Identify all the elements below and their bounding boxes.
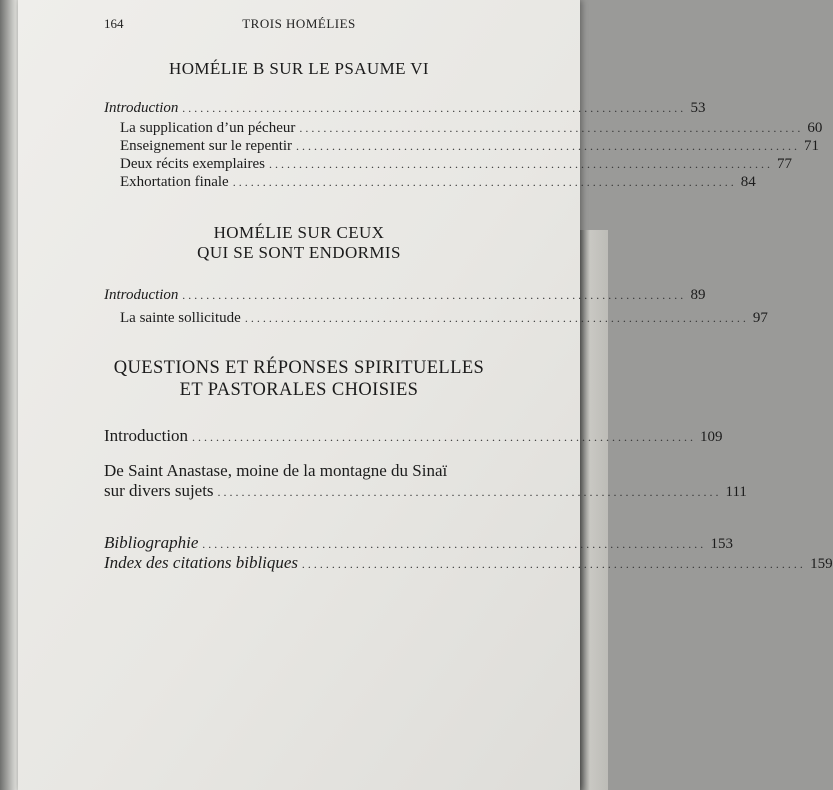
toc-entry — [104, 481, 747, 501]
toc-entry-first-line — [104, 461, 520, 481]
toc-entry — [104, 287, 706, 304]
section-title-line-2: QUI SE SONT ENDORMIS — [197, 243, 401, 262]
toc-entry-page: 153 — [710, 536, 733, 552]
toc-leader: .................................................................................... — [299, 121, 804, 135]
section-title-line-2: ET PASTORALES CHOISIES — [179, 380, 419, 400]
running-head: TROIS HOMÉLIES — [242, 16, 356, 31]
page-number: 164 — [104, 16, 124, 31]
toc-entry-label: De Saint Anastase, moine de la montagne du Sinaï — [104, 461, 448, 480]
toc-leader: .................................................................................... — [232, 175, 737, 189]
toc-leader: .................................................................................... — [296, 139, 801, 153]
toc-entry-label: Deux récits exemplaires — [120, 156, 265, 172]
toc-entry-page: 97 — [752, 310, 768, 326]
book-page — [18, 0, 833, 790]
toc-entry-page: 159 — [810, 556, 833, 572]
toc-entry-label: sur divers sujets — [104, 481, 214, 500]
toc-leader: .................................................................................... — [182, 101, 687, 115]
toc-entry — [104, 533, 733, 553]
toc-leader: .................................................................................... — [302, 557, 807, 571]
toc-entry-page: 111 — [725, 484, 747, 500]
toc-entry — [104, 100, 706, 117]
toc-entry — [120, 138, 820, 155]
toc-entry-label: Bibliographie — [104, 533, 199, 552]
toc-entry-page: 109 — [700, 429, 723, 445]
toc-entry-label: Introduction — [104, 100, 179, 116]
toc-entry — [120, 310, 768, 327]
toc-entry-label: Introduction — [104, 426, 189, 445]
toc-entry-page: 89 — [690, 287, 706, 303]
toc-entry — [104, 426, 723, 446]
toc-leader: .................................................................................... — [192, 430, 697, 444]
toc-entry-label: La supplication d’un pécheur — [120, 120, 296, 136]
toc-entry-label: Index des citations bibliques — [104, 553, 299, 572]
toc-entry-label: Introduction — [104, 287, 179, 303]
toc-leader: .................................................................................... — [268, 157, 773, 171]
toc-leader: .................................................................................... — [244, 311, 749, 325]
toc-entry — [120, 156, 792, 173]
toc-leader: .................................................................................... — [217, 485, 722, 499]
toc-entry — [120, 120, 823, 137]
toc-leader: .................................................................................... — [202, 537, 707, 551]
toc-entry-page: 84 — [740, 174, 756, 190]
toc-entry-label: Exhortation finale — [120, 174, 229, 190]
toc-entry-page: 60 — [807, 120, 823, 136]
toc-entry-page: 71 — [804, 138, 820, 154]
section-title: HOMÉLIE SUR CEUX — [213, 223, 385, 242]
toc-entry-page: 77 — [776, 156, 792, 172]
toc-leader: .................................................................................... — [182, 288, 687, 302]
section-title: QUESTIONS ET RÉPONSES SPIRITUELLES — [113, 358, 485, 378]
toc-entry-page: 53 — [690, 100, 706, 116]
toc-entry — [120, 174, 756, 191]
toc-entry-label: La sainte sollicitude — [120, 310, 241, 326]
toc-entry-label: Enseignement sur le repentir — [120, 138, 293, 154]
section-title: HOMÉLIE B SUR LE PSAUME VI — [169, 59, 429, 78]
toc-entry — [104, 553, 833, 573]
